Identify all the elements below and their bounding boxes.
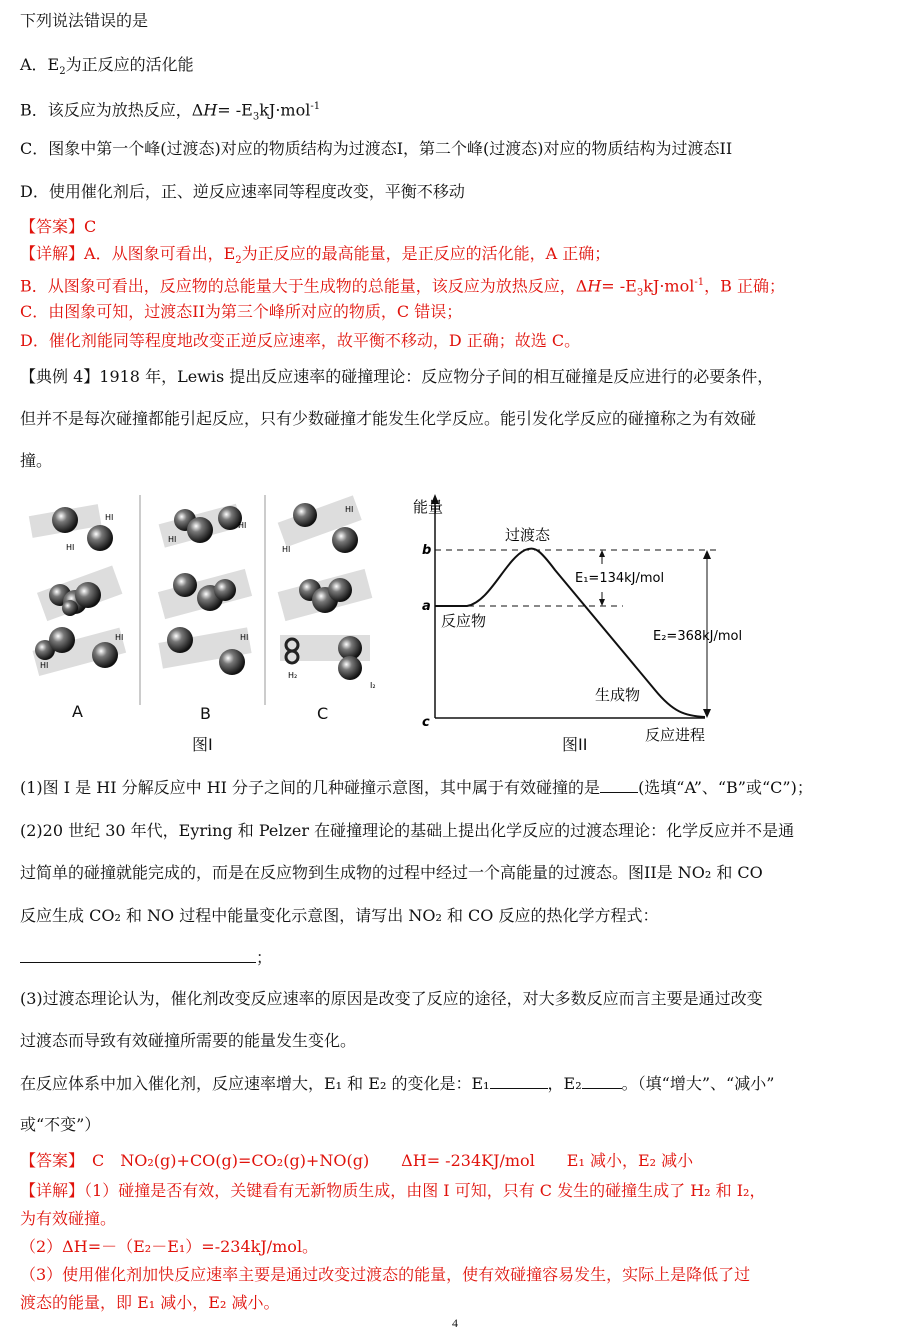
question-stem: 下列说法错误的是 [20, 11, 149, 30]
sub2-line3: 反应生成 CO₂ 和 NO 过程中能量变化示意图，请写出 NO₂ 和 CO 反应的热化学方程式： [20, 906, 659, 925]
option-a-pre: A．E [20, 55, 60, 74]
sub2-tail: ； [256, 948, 273, 967]
option-b-h: H [203, 100, 218, 120]
sub3-line3-post: 。（填“增大”、“减小” [621, 1074, 775, 1093]
sub3-line3-pre: 在反应体系中加入催化剂，反应速率增大，E₁ 和 E₂ 的变化是：E₁ [20, 1074, 490, 1093]
option-b-pre: B．该反应为放热反应，Δ [20, 100, 204, 120]
answer2-detail3: （3）使用催化剂加快反应速率主要是通过改变过渡态的能量，使有效碰撞容易发生，实际上是降低了过 [20, 1265, 751, 1284]
panel-label-c: C [317, 704, 329, 723]
answer1-detail-b [20, 272, 785, 305]
answer1-detail-label: 【详解】 [20, 244, 85, 263]
sub2-line1: (2)20 世纪 30 年代，Eyring 和 Pelzer 在碰撞理论的基础上提出化学反应的过渡态理论：化学反应并不是通 [20, 821, 795, 840]
sub3-line3 [20, 1072, 774, 1095]
answer1-detail-b-sub: 3 [636, 287, 644, 299]
hi-label-b1: HI [238, 521, 247, 530]
panel-label-a: A [72, 702, 83, 721]
sub3-e2-blank[interactable] [582, 1072, 622, 1089]
sub3-e1-blank[interactable] [490, 1072, 548, 1089]
figure1-caption: 图I [192, 735, 213, 754]
answer2-label: 【答案】 [20, 1151, 77, 1170]
answer1-detail-a [20, 243, 610, 272]
answer2-detail-label: 【详解】 [20, 1181, 85, 1200]
answer1-value: C [84, 217, 97, 236]
answer1-label: 【答案】 [20, 217, 85, 236]
answer1-detail-b-h: H [587, 276, 602, 296]
answer1-detail-d: D．催化剂能同等程度地改变正逆反应速率，故平衡不移动，D 正确；故选 C。 [20, 331, 581, 350]
answer2-line [20, 1150, 693, 1172]
option-a [20, 54, 194, 83]
answer1-detail-b-unit: kJ·mol [643, 276, 695, 296]
option-b-mid: = -E [217, 100, 253, 120]
answer2-value: C NO₂(g)+CO(g)=CO₂(g)+NO(g) ΔH= -234KJ/mol E₁ 减小，E₂ 减小 [92, 1151, 694, 1170]
level-c-label: c [422, 715, 430, 730]
sub3-line1: (3)过渡态理论认为，催化剂改变反应速率的原因是改变了反应的途径，对大多数反应而言主要是通过改变 [20, 989, 763, 1008]
option-b-sup: -1 [310, 101, 321, 112]
figure-collision-diagram [20, 490, 390, 760]
answer1-detail-a-sub: 2 [235, 255, 242, 267]
sub3-line3-mid: ，E₂ [547, 1074, 582, 1093]
y-axis-label-1 [413, 498, 443, 516]
hi-label-b3: HI [240, 633, 249, 642]
transition-state-label: 过渡态 [505, 526, 551, 544]
figure-energy-profile [405, 490, 765, 760]
hi-label-a2: HI [66, 543, 75, 552]
level-a-label: a [422, 599, 431, 614]
y-axis-label: 能量 [413, 498, 444, 516]
answer1-detail-a-pre: A．从图象可看出，E [84, 244, 236, 263]
x-axis-label: 反应进程 [645, 726, 706, 744]
hi-label-b2: HI [168, 535, 177, 544]
example4-line3: 撞。 [20, 451, 53, 470]
answer2-detail1 [20, 1180, 765, 1202]
answer1-detail-b-sup: -1 [694, 277, 705, 288]
answer1-line [20, 216, 96, 238]
answer1-detail-b-mid: = -E [601, 276, 637, 296]
sub3-line2: 过渡态而导致有效碰撞所需要的能量发生变化。 [20, 1031, 357, 1050]
answer1-detail-c: C．由图象可知，过渡态II为第三个峰所对应的物质，C 错误； [20, 302, 463, 321]
option-c: C．图象中第一个峰(过渡态)对应的物质结构为过渡态I，第二个峰(过渡态)对应的物质结构为过渡态II [20, 139, 733, 158]
hi-label-a1: HI [105, 513, 114, 522]
figure2-caption: 图II [562, 735, 588, 754]
sub2-line2: 过简单的碰撞就能完成的，而是在反应物到生成物的过程中经过一个高能量的过渡态。图II是 NO₂ 和 CO [20, 863, 763, 882]
column-a-molecules [29, 504, 126, 676]
option-b-unit: kJ·mol [259, 100, 311, 120]
energy-profile-svg [405, 490, 765, 760]
sub1-line [20, 776, 813, 799]
product-label: 生成物 [595, 686, 641, 704]
sub1-blank[interactable] [600, 776, 638, 793]
sub1-text: (1)图 I 是 HI 分解反应中 HI 分子之间的几种碰撞示意图，其中属于有效碰撞的是 [20, 778, 601, 797]
sub2-line4 [20, 946, 272, 969]
answer2-detail3b: 渡态的能量，即 E₁ 减小，E₂ 减小。 [20, 1293, 280, 1312]
answer2-detail2: （2）ΔH=－（E₂－E₁）=-234kJ/mol。 [20, 1237, 319, 1256]
column-c-molecules [278, 495, 373, 680]
level-b-label: b [422, 543, 432, 558]
h2-label: H₂ [288, 671, 298, 680]
e2-label: E₂=368kJ/mol [653, 629, 743, 644]
option-b-sub: 3 [252, 111, 260, 123]
answer2-detail1-text: （1）碰撞是否有效，关键看有无新物质生成，由图 I 可知，只有 C 发生的碰撞生成了 H₂ 和 I₂， [84, 1181, 766, 1200]
reactant-label: 反应物 [441, 612, 487, 630]
option-b [20, 96, 320, 129]
panel-label-b: B [200, 704, 211, 723]
hi-label-c1: HI [345, 505, 354, 514]
answer1-detail-a-post: 为正反应的最高能量，是正反应的活化能，A 正确； [241, 244, 611, 263]
answer1-detail-b-pre: B．从图象可看出，反应物的总能量大于生成物的总能量，该反应为放热反应，Δ [20, 276, 588, 296]
example4-line1: 【典例 4】1918 年，Lewis 提出反应速率的碰撞理论：反应物分子间的相互碰撞是反应进行的必要条件， [20, 367, 774, 386]
sub1-tail: (选填“A”、“B”或“C”)； [638, 778, 813, 797]
example4-line2: 但并不是每次碰撞都能引起反应，只有少数碰撞才能发生化学反应。能引发化学反应的碰撞称之为有效碰 [20, 409, 757, 428]
hi-label-c2: HI [282, 545, 291, 554]
option-a-post: 为正反应的活化能 [65, 55, 194, 74]
hi-label-a3: HI [40, 661, 49, 670]
option-d: D．使用催化剂后，正、逆反应速率同等程度改变，平衡不移动 [20, 182, 465, 201]
option-a-sub: 2 [59, 66, 66, 78]
hi-label-a4: HI [115, 633, 124, 642]
e1-label: E₁=134kJ/mol [575, 571, 665, 586]
sub3-line4: 或“不变”） [20, 1115, 101, 1134]
page-number: 4 [452, 1316, 458, 1330]
sub2-blank[interactable] [20, 946, 256, 963]
i2-label: I₂ [370, 681, 376, 690]
answer1-detail-b-post: ，B 正确； [704, 276, 785, 296]
answer2-detail1b: 为有效碰撞。 [20, 1209, 117, 1228]
